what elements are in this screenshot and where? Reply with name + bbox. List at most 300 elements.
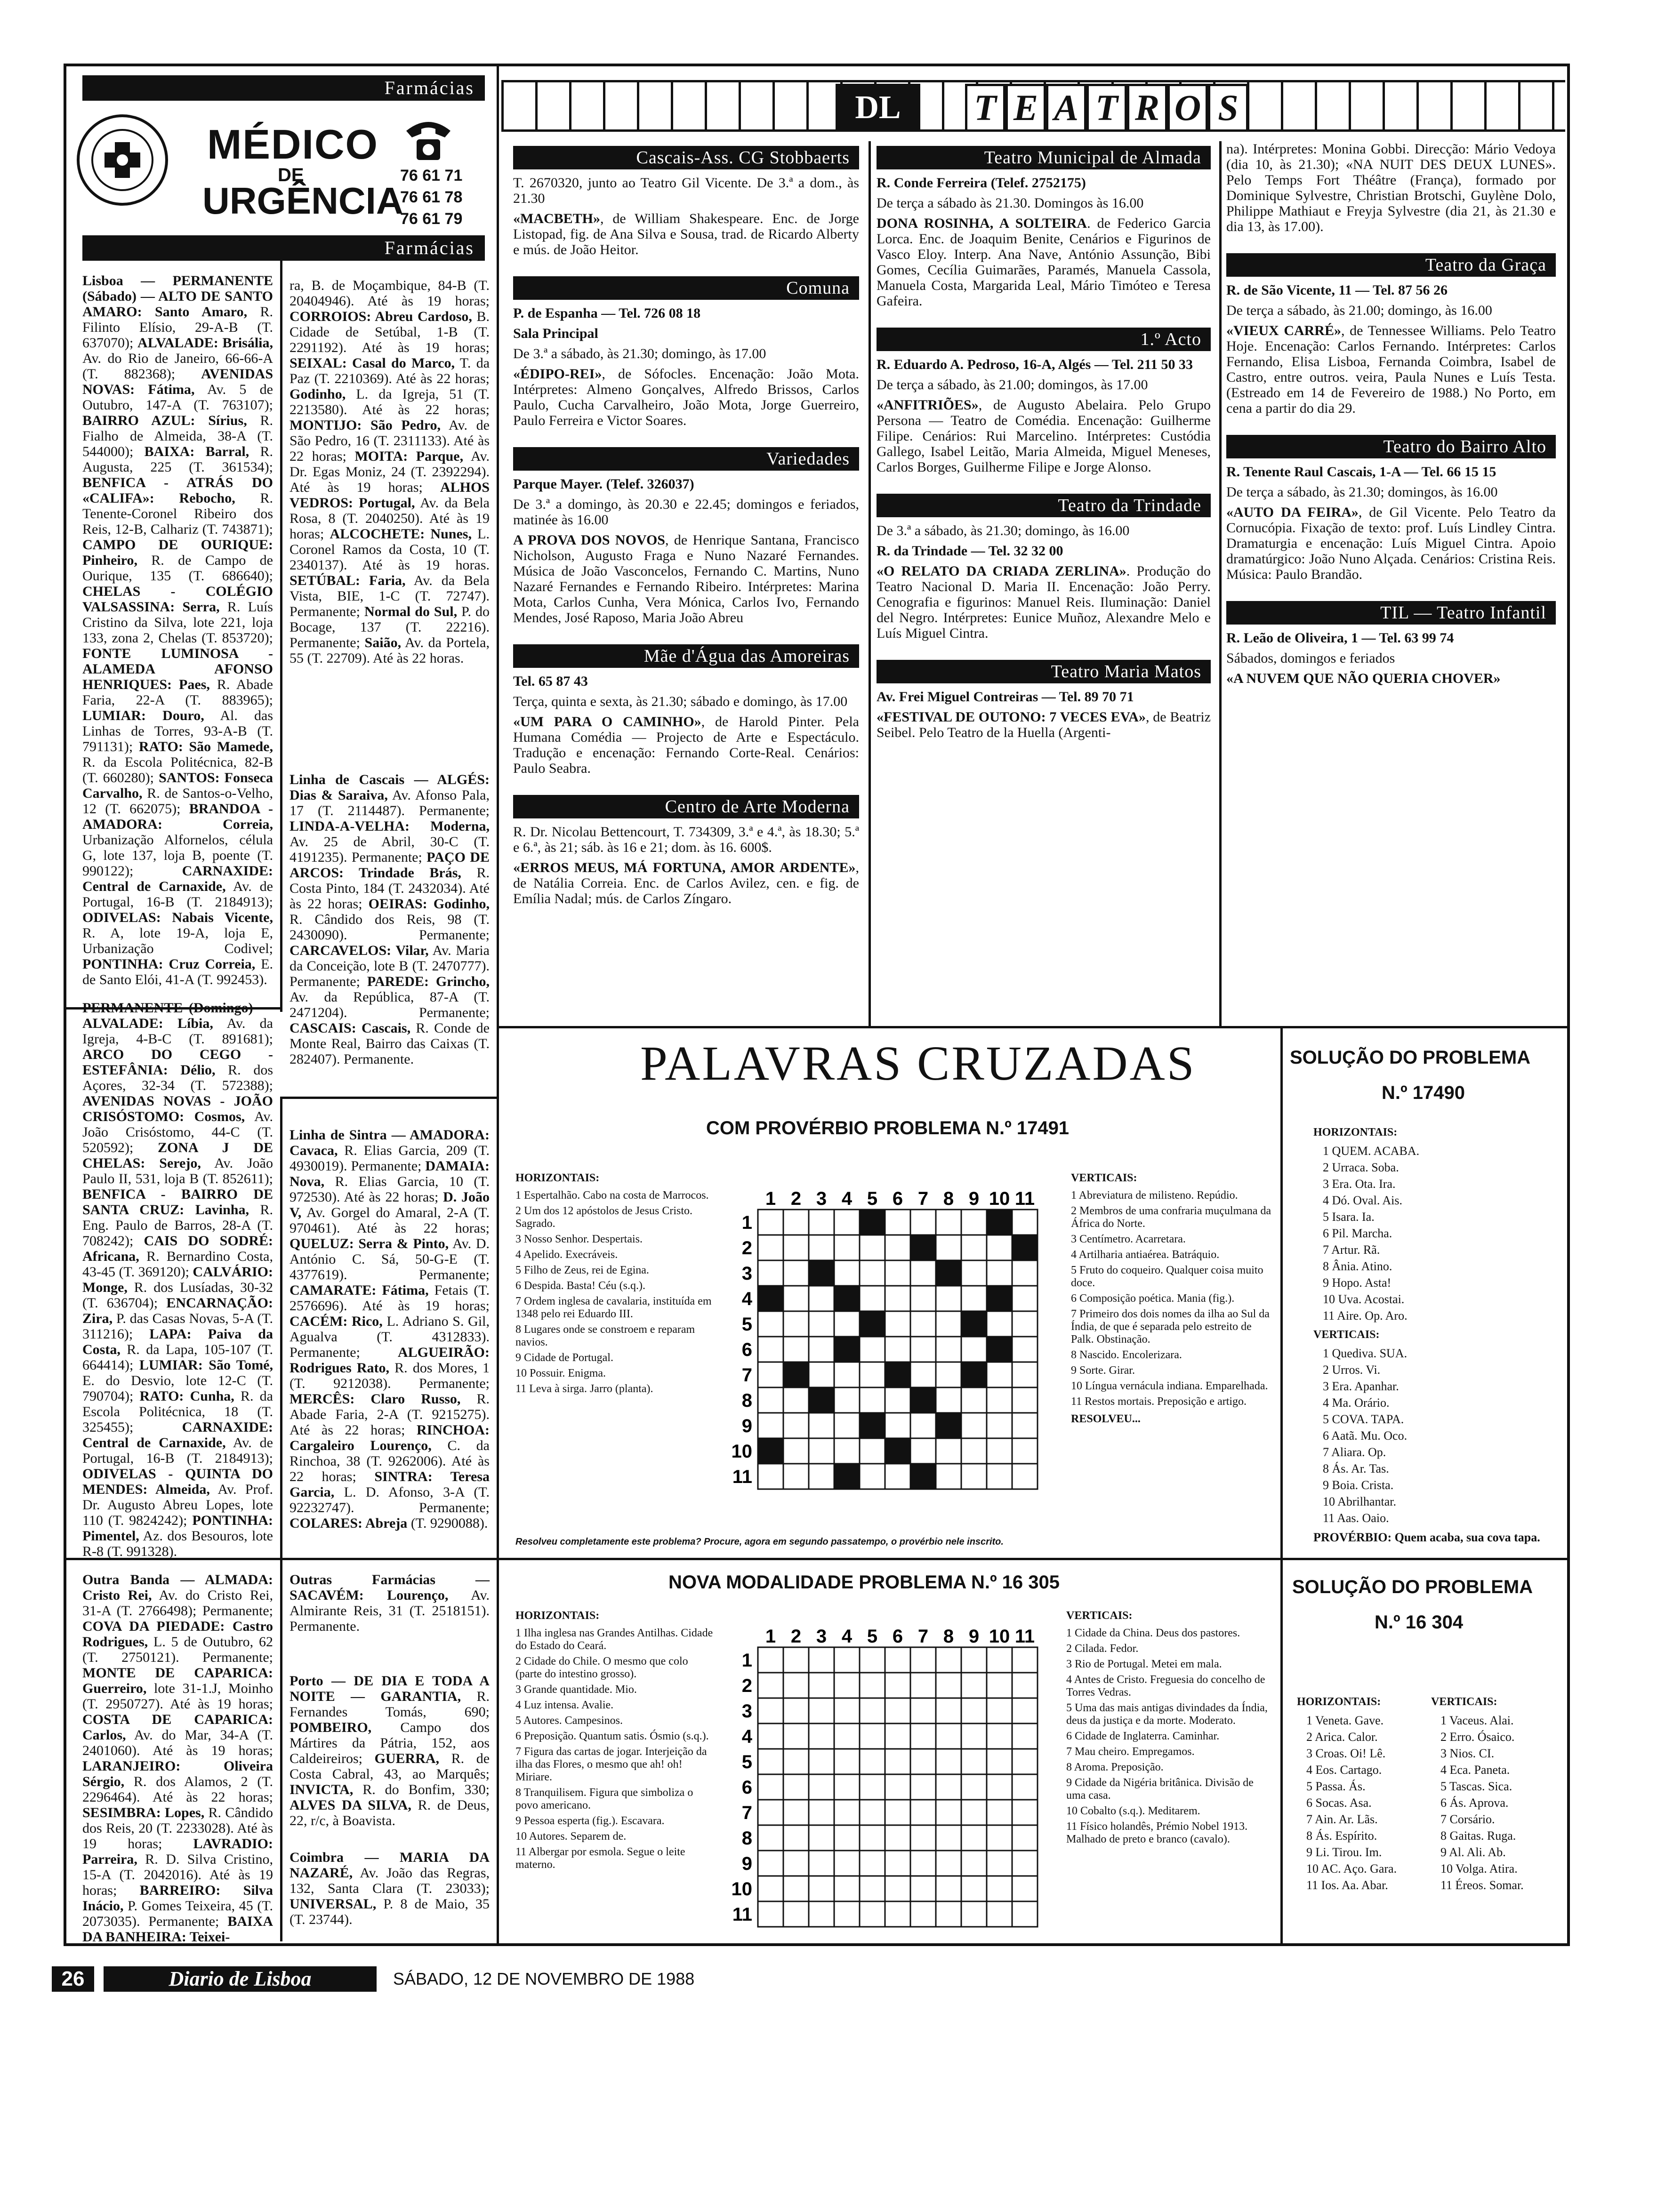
theater-info: na). Intérpretes: Monina Gobbi. Direcção: Mário Vedoya (dia 10, às 21.30); «NA NUIT DES DEUX LUNES». Pelo Temps Fort Théâtre (França), formado por Dominique Sylvestre, Christian Brotschi, Guylène Dolo, Philippe Mathiaut e Freyja Sylvestre (dia 21, às 21.30 e dia 13, às 17.00). <box>1226 141 1556 234</box>
grid-cell[interactable] <box>783 1800 809 1825</box>
grid-cell[interactable] <box>809 1311 834 1337</box>
grid-cell[interactable] <box>910 1673 936 1698</box>
title-letter: S <box>1208 84 1248 132</box>
grid-cell[interactable] <box>809 1749 834 1774</box>
grid-cell[interactable] <box>936 1647 961 1673</box>
grid-cell[interactable] <box>936 1825 961 1851</box>
grid-cell[interactable] <box>961 1876 987 1901</box>
clue-horizontal: 5 Filho de Zeus, rei de Egina. <box>515 1264 649 1276</box>
grid-cell[interactable] <box>885 1901 910 1927</box>
grid-cell[interactable] <box>885 1647 910 1673</box>
grid-cell[interactable] <box>783 1387 809 1413</box>
theater-entry <box>513 276 859 428</box>
grid-cell[interactable] <box>885 1698 910 1723</box>
grid-cell[interactable] <box>987 1235 1012 1260</box>
solution-entry: 3 Era. Apanhar. <box>1323 1379 1399 1393</box>
grid-cell[interactable] <box>809 1286 834 1311</box>
grid-cell[interactable] <box>758 1337 783 1362</box>
grid-cell[interactable] <box>1012 1362 1038 1387</box>
grid-cell[interactable] <box>961 1464 987 1489</box>
grid-cell[interactable] <box>809 1413 834 1438</box>
grid-cell[interactable] <box>987 1438 1012 1464</box>
grid-cell[interactable] <box>860 1337 885 1362</box>
grid-cell[interactable] <box>885 1286 910 1311</box>
grid-cell[interactable] <box>1012 1387 1038 1413</box>
grid-cell[interactable] <box>1012 1337 1038 1362</box>
grid-cell[interactable] <box>987 1749 1012 1774</box>
theater-name-tag: Teatro da Trindade <box>877 494 1211 517</box>
grid-cell[interactable] <box>860 1387 885 1413</box>
clue-vertical: 4 Artilharia antiaérea. Batráquio. <box>1071 1249 1220 1261</box>
grid-cell[interactable] <box>987 1673 1012 1698</box>
grid-cell[interactable] <box>936 1673 961 1698</box>
grid-cell[interactable] <box>987 1698 1012 1723</box>
grid-cell[interactable] <box>860 1800 885 1825</box>
horizontais-heading: HORIZONTAIS: <box>515 1610 600 1622</box>
grid-cell[interactable] <box>1012 1647 1038 1673</box>
grid-cell[interactable] <box>910 1413 936 1438</box>
grid-cell[interactable] <box>936 1901 961 1927</box>
grid-cell[interactable] <box>1012 1698 1038 1723</box>
solution-entry: 8 Gaitas. Ruga. <box>1440 1829 1516 1843</box>
clue-horizontal: 1 Ilha inglesa nas Grandes Antilhas. Cidade do Estado do Ceará. <box>515 1627 713 1652</box>
grid-cell[interactable] <box>809 1876 834 1901</box>
clue-vertical: 6 Cidade de Inglaterra. Caminhar. <box>1066 1730 1220 1742</box>
grid-cell[interactable] <box>809 1901 834 1927</box>
solution-entry: 4 Dó. Oval. Ais. <box>1323 1194 1402 1207</box>
grid-cell[interactable] <box>885 1387 910 1413</box>
grid-cell[interactable] <box>783 1438 809 1464</box>
clue-horizontal: 5 Autores. Campesinos. <box>515 1715 623 1727</box>
grid-cell[interactable] <box>910 1749 936 1774</box>
grid-cell[interactable] <box>1012 1749 1038 1774</box>
pharmacy-listing: ra, B. de Moçambique, 84-B (T. 20404946). Até às 19 horas; CORROIOS: Abreu Cardoso, B. Cidade de Setúbal, 1-B (T. 2291192). Até às 19 horas; SEIXAL: Casal do Marco, T. da Paz (T. 2210369). Até às 22 horas; Godinho, L. da Igreja, 51 (T. 2213580). Até às 22 horas; MONTIJO: São Pedro, Av. de São Pedro, 16 (T. 2311133). Até às 22 horas; MOITA: Parque, Av. Dr. Egas Moniz, 24 (T. 2392294). Até às 19 horas; ALHOS VEDROS: Portugal, Av. da Bela Rosa, 8 (T. 2040250). Até às 19 horas; ALCOCHETE: Nunes, L. Coronel Ramos da Costa, 10 (T. 2340137). Até às 19 horas. SETÚBAL: Faria, Av. da Bela Vista, BIE, 1-C (T. 72747). Permanente; Normal do Sul, P. do Bocage, 137 (T. 22216). Permanente; Saião, Av. da Portela, 55 (T. 22709). Até às 22 horas. <box>290 278 490 666</box>
grid-cell[interactable] <box>987 1774 1012 1800</box>
grid-cell[interactable] <box>1012 1286 1038 1311</box>
grid-cell[interactable] <box>987 1387 1012 1413</box>
clue-horizontal: 4 Apelido. Execráveis. <box>515 1249 618 1261</box>
grid-cell[interactable] <box>910 1337 936 1362</box>
grid-cell[interactable] <box>961 1647 987 1673</box>
grid-cell[interactable] <box>987 1901 1012 1927</box>
grid-cell[interactable] <box>910 1698 936 1723</box>
grid-cell[interactable] <box>936 1464 961 1489</box>
grid-cell[interactable] <box>987 1464 1012 1489</box>
grid-cell[interactable] <box>783 1825 809 1851</box>
grid-cell[interactable] <box>961 1286 987 1311</box>
grid-cell[interactable] <box>987 1362 1012 1387</box>
solution-entry: 7 Aliara. Op. <box>1323 1445 1386 1459</box>
clue-horizontal: 7 Ordem inglesa de cavalaria, instituída em 1348 pelo rei Eduardo III. <box>515 1295 712 1320</box>
grid-cell[interactable] <box>834 1800 860 1825</box>
grid-cell[interactable] <box>758 1825 783 1851</box>
grid-cell[interactable] <box>758 1311 783 1337</box>
theater-name-tag: TIL — Teatro Infantil <box>1226 601 1556 625</box>
clue-horizontal: 10 Possuir. Enigma. <box>515 1367 606 1379</box>
grid-cell[interactable] <box>758 1851 783 1876</box>
grid-cell[interactable] <box>758 1698 783 1723</box>
dl-logo: DL <box>836 84 920 132</box>
grid-cell[interactable] <box>809 1362 834 1387</box>
grid-cell[interactable] <box>834 1210 860 1235</box>
theater-info: De terça a sábado, às 21.30; domingos, às 16.00 <box>1226 484 1498 500</box>
theater-info: DONA ROSINHA, A SOLTEIRA. de Federico Garcia Lorca. Enc. de Joaquim Benite, Cenários e Figurinos de Vasco Eloy. Interp. Ana Nave, António Assunção, Bibi Gomes, Cecília Guimarães, Paramés, Manuela Cassola, Manuela Costa, Margarida Leal, Mário Timóteo e Teresa Gafeira. <box>877 216 1211 309</box>
column-divider <box>280 249 282 1012</box>
grid-cell[interactable] <box>809 1774 834 1800</box>
grid-cell[interactable] <box>860 1876 885 1901</box>
grid-cell[interactable] <box>961 1800 987 1825</box>
grid-cell[interactable] <box>860 1647 885 1673</box>
grid-cell[interactable] <box>809 1210 834 1235</box>
grid-cell[interactable] <box>758 1774 783 1800</box>
grid-cell[interactable] <box>809 1723 834 1749</box>
grid-cell[interactable] <box>936 1337 961 1362</box>
grid-cell[interactable] <box>1012 1800 1038 1825</box>
theater-name-tag: Variedades <box>513 447 859 471</box>
grid-cell[interactable] <box>1012 1311 1038 1337</box>
grid-row-number: 9 <box>741 1416 752 1436</box>
theater-name-tag: Teatro do Bairro Alto <box>1226 435 1556 458</box>
grid-cell[interactable] <box>758 1413 783 1438</box>
solution-entry: 11 Aas. Oaio. <box>1323 1511 1389 1525</box>
grid-cell[interactable] <box>885 1337 910 1362</box>
phone-number: 76 61 79 <box>400 210 463 228</box>
column-divider <box>869 141 871 1026</box>
grid-cell[interactable] <box>910 1774 936 1800</box>
crossword1-grid[interactable] <box>725 1186 1054 1497</box>
grid-cell[interactable] <box>758 1901 783 1927</box>
grid-cell[interactable] <box>809 1235 834 1260</box>
grid-cell[interactable] <box>783 1464 809 1489</box>
grid-cell[interactable] <box>783 1286 809 1311</box>
grid-cell[interactable] <box>910 1210 936 1235</box>
grid-cell[interactable] <box>860 1673 885 1698</box>
grid-cell[interactable] <box>1012 1673 1038 1698</box>
grid-cell[interactable] <box>987 1260 1012 1286</box>
grid-cell[interactable] <box>910 1723 936 1749</box>
grid-cell[interactable] <box>885 1749 910 1774</box>
grid-cell[interactable] <box>885 1825 910 1851</box>
grid-cell[interactable] <box>885 1413 910 1438</box>
grid-row-number: 7 <box>741 1803 752 1823</box>
grid-cell[interactable] <box>987 1851 1012 1876</box>
grid-cell[interactable] <box>961 1749 987 1774</box>
grid-cell[interactable] <box>910 1260 936 1286</box>
grid-cell[interactable] <box>860 1901 885 1927</box>
grid-cell[interactable] <box>936 1723 961 1749</box>
grid-cell[interactable] <box>885 1235 910 1260</box>
grid-cell[interactable] <box>834 1723 860 1749</box>
grid-cell[interactable] <box>834 1851 860 1876</box>
grid-cell[interactable] <box>758 1647 783 1673</box>
grid-cell[interactable] <box>961 1235 987 1260</box>
grid-cell[interactable] <box>834 1876 860 1901</box>
grid-col-number: 2 <box>790 1626 802 1647</box>
clue-horizontal: 7 Figura das cartas de jogar. Interjeição da ilha das Flores, o mesmo que ah! oh! Miriare. <box>515 1746 707 1783</box>
grid-cell[interactable] <box>1012 1438 1038 1464</box>
grid-row-number: 10 <box>731 1441 752 1462</box>
grid-black-square <box>987 1337 1012 1362</box>
grid-cell[interactable] <box>961 1901 987 1927</box>
solution2-horizontais-heading: HORIZONTAIS: <box>1297 1696 1381 1708</box>
clue-vertical: 2 Membros de uma confraria muçulmana da África do Norte. <box>1071 1205 1271 1230</box>
clue-vertical: 11 Físico holandês, Prémio Nobel 1913. Malhado de preto e branco (cavalo). <box>1066 1820 1248 1845</box>
grid-cell[interactable] <box>758 1723 783 1749</box>
grid-cell[interactable] <box>885 1876 910 1901</box>
grid-cell[interactable] <box>936 1698 961 1723</box>
grid-cell[interactable] <box>783 1337 809 1362</box>
grid-cell[interactable] <box>834 1362 860 1387</box>
grid-cell[interactable] <box>834 1235 860 1260</box>
grid-cell[interactable] <box>834 1438 860 1464</box>
grid-cell[interactable] <box>783 1235 809 1260</box>
grid-cell[interactable] <box>987 1825 1012 1851</box>
grid-cell[interactable] <box>936 1851 961 1876</box>
grid-cell[interactable] <box>860 1851 885 1876</box>
grid-cell[interactable] <box>961 1673 987 1698</box>
grid-cell[interactable] <box>860 1723 885 1749</box>
grid-cell[interactable] <box>910 1901 936 1927</box>
grid-cell[interactable] <box>809 1851 834 1876</box>
grid-cell[interactable] <box>961 1260 987 1286</box>
grid-black-square <box>834 1337 860 1362</box>
grid-black-square <box>987 1286 1012 1311</box>
theater-info: R. Conde Ferreira (Telef. 2752175) <box>877 175 1086 191</box>
solution-entry: 1 QUEM. ACABA. <box>1323 1144 1420 1158</box>
grid-cell[interactable] <box>783 1673 809 1698</box>
grid-cell[interactable] <box>885 1800 910 1825</box>
grid-col-number: 1 <box>765 1188 776 1209</box>
clue-vertical: 5 Uma das mais antigas divindades da Índia, deus da justiça e da morte. Moderato. <box>1066 1702 1268 1727</box>
grid-cell[interactable] <box>961 1387 987 1413</box>
grid-row-number: 8 <box>741 1390 752 1411</box>
grid-cell[interactable] <box>1012 1876 1038 1901</box>
grid-cell[interactable] <box>987 1800 1012 1825</box>
grid-cell[interactable] <box>910 1286 936 1311</box>
grid-cell[interactable] <box>1012 1825 1038 1851</box>
grid-cell[interactable] <box>809 1337 834 1362</box>
grid-cell[interactable] <box>1012 1723 1038 1749</box>
grid-cell[interactable] <box>936 1210 961 1235</box>
verticais-heading: VERTICAIS: <box>1071 1172 1137 1184</box>
grid-cell[interactable] <box>758 1876 783 1901</box>
grid-cell[interactable] <box>860 1464 885 1489</box>
grid-cell[interactable] <box>936 1876 961 1901</box>
grid-cell[interactable] <box>834 1647 860 1673</box>
solution-entry: 2 Urraca. Soba. <box>1323 1161 1399 1174</box>
grid-cell[interactable] <box>783 1876 809 1901</box>
grid-cell[interactable] <box>987 1311 1012 1337</box>
grid-cell[interactable] <box>910 1362 936 1387</box>
grid-cell[interactable] <box>910 1311 936 1337</box>
grid-cell[interactable] <box>961 1337 987 1362</box>
grid-cell[interactable] <box>860 1260 885 1286</box>
grid-cell[interactable] <box>961 1210 987 1235</box>
grid-cell[interactable] <box>758 1362 783 1387</box>
grid-cell[interactable] <box>783 1210 809 1235</box>
theater-info: «ANFITRIÕES», de Augusto Abelaira. Pelo Grupo Persona — Teatro de Comédia. Encenação: Guilherme Filipe. Cenários: Rui Marcelino. Intérpretes: Custódia Gallego, Isabel Leitão, Maria Almeida, Miguel Meneses, Carlos Borges, Guilherme Filipe e Jorge Alonso. <box>877 397 1211 475</box>
grid-cell[interactable] <box>961 1774 987 1800</box>
grid-black-square <box>809 1387 834 1413</box>
grid-cell[interactable] <box>936 1387 961 1413</box>
grid-cell[interactable] <box>783 1723 809 1749</box>
grid-row-number: 11 <box>732 1904 752 1925</box>
theater-info: Tel. 65 87 43 <box>513 673 588 689</box>
grid-cell[interactable] <box>834 1673 860 1698</box>
grid-cell[interactable] <box>885 1260 910 1286</box>
grid-cell[interactable] <box>936 1438 961 1464</box>
grid-cell[interactable] <box>860 1362 885 1387</box>
grid-cell[interactable] <box>834 1260 860 1286</box>
grid-cell[interactable] <box>961 1698 987 1723</box>
grid-cell[interactable] <box>783 1901 809 1927</box>
theater-info: R. Dr. Nicolau Bettencourt, T. 734309, 3.ª e 4.ª, às 18.30; 5.ª e 6.ª, às 21; sáb. às 16 e 21; dom. às 16. 600$. <box>513 824 859 855</box>
grid-row-number: 4 <box>741 1726 752 1747</box>
resolveu-label: RESOLVEU... <box>1071 1413 1141 1425</box>
grid-row-number: 3 <box>741 1701 752 1722</box>
grid-cell[interactable] <box>885 1210 910 1235</box>
grid-cell[interactable] <box>1012 1413 1038 1438</box>
grid-cell[interactable] <box>758 1387 783 1413</box>
theater-name-tag: Teatro Maria Matos <box>877 660 1211 683</box>
grid-cell[interactable] <box>783 1413 809 1438</box>
grid-cell[interactable] <box>910 1825 936 1851</box>
theater-info: «ERROS MEUS, MÁ FORTUNA, AMOR ARDENTE», de Natália Correia. Enc. de Carlos Avilez, cen. e fig. de Emília Nadal; mús. de Carlos Zíngaro. <box>513 860 859 906</box>
grid-cell[interactable] <box>961 1851 987 1876</box>
grid-cell[interactable] <box>885 1851 910 1876</box>
grid-cell[interactable] <box>860 1286 885 1311</box>
grid-cell[interactable] <box>961 1438 987 1464</box>
crossword1-horizontais <box>515 1172 713 1398</box>
grid-cell[interactable] <box>809 1438 834 1464</box>
title-letter: T <box>1086 84 1127 132</box>
grid-cell[interactable] <box>783 1749 809 1774</box>
grid-black-square <box>961 1311 987 1337</box>
grid-cell[interactable] <box>834 1311 860 1337</box>
grid-cell[interactable] <box>961 1413 987 1438</box>
grid-cell[interactable] <box>860 1749 885 1774</box>
grid-cell[interactable] <box>758 1673 783 1698</box>
grid-cell[interactable] <box>885 1774 910 1800</box>
grid-cell[interactable] <box>885 1723 910 1749</box>
grid-cell[interactable] <box>809 1464 834 1489</box>
grid-cell[interactable] <box>758 1464 783 1489</box>
grid-cell[interactable] <box>987 1876 1012 1901</box>
theater-info: De 3.ª a sábado, às 21.30; domingo, às 16.00 <box>877 523 1130 538</box>
grid-cell[interactable] <box>1012 1851 1038 1876</box>
title-letter: O <box>1167 84 1208 132</box>
solution-entry: 2 Urros. Vi. <box>1323 1363 1381 1377</box>
grid-cell[interactable] <box>987 1723 1012 1749</box>
grid-cell[interactable] <box>961 1723 987 1749</box>
grid-cell[interactable] <box>783 1647 809 1673</box>
grid-cell[interactable] <box>860 1698 885 1723</box>
clue-horizontal: 9 Cidade de Portugal. <box>515 1352 613 1364</box>
solution-entry: 11 Éreos. Somar. <box>1440 1878 1524 1892</box>
grid-cell[interactable] <box>936 1774 961 1800</box>
grid-cell[interactable] <box>987 1413 1012 1438</box>
theater-entry <box>877 146 1211 309</box>
grid-cell[interactable] <box>783 1774 809 1800</box>
grid-cell[interactable] <box>783 1260 809 1286</box>
grid-cell[interactable] <box>758 1235 783 1260</box>
grid-cell[interactable] <box>834 1749 860 1774</box>
crossword2-verticais <box>1066 1610 1273 1849</box>
solution-entry: 10 Abrilhantar. <box>1323 1495 1396 1508</box>
grid-cell[interactable] <box>936 1286 961 1311</box>
clue-vertical: 9 Cidade da Nigéria britânica. Divisão de uma casa. <box>1066 1777 1254 1802</box>
grid-cell[interactable] <box>860 1438 885 1464</box>
grid-cell[interactable] <box>987 1647 1012 1673</box>
grid-cell[interactable] <box>936 1362 961 1387</box>
grid-cell[interactable] <box>758 1749 783 1774</box>
grid-cell[interactable] <box>961 1825 987 1851</box>
grid-cell[interactable] <box>910 1438 936 1464</box>
grid-cell[interactable] <box>834 1698 860 1723</box>
solution1-number: N.º 17490 <box>1382 1082 1465 1103</box>
grid-cell[interactable] <box>834 1774 860 1800</box>
grid-cell[interactable] <box>783 1851 809 1876</box>
grid-cell[interactable] <box>885 1673 910 1698</box>
grid-cell[interactable] <box>885 1311 910 1337</box>
grid-cell[interactable] <box>834 1387 860 1413</box>
clue-horizontal: 1 Espertalhão. Cabo na costa de Marrocos. <box>515 1189 709 1202</box>
grid-cell[interactable] <box>910 1647 936 1673</box>
grid-col-number: 4 <box>841 1626 853 1647</box>
grid-cell[interactable] <box>809 1800 834 1825</box>
grid-cell[interactable] <box>910 1851 936 1876</box>
grid-cell[interactable] <box>783 1311 809 1337</box>
grid-cell[interactable] <box>885 1464 910 1489</box>
grid-cell[interactable] <box>758 1800 783 1825</box>
grid-cell[interactable] <box>834 1825 860 1851</box>
grid-cell[interactable] <box>809 1647 834 1673</box>
theater-entry <box>513 795 859 906</box>
theater-info: «MACBETH», de William Shakespeare. Enc. de Jorge Listopad, fig. de Ana Silva e Sousa, trad. de Ricardo Alberty e mús. de João Heitor. <box>513 211 859 257</box>
grid-cell[interactable] <box>910 1800 936 1825</box>
solution-entry: 1 Vaceus. Alai. <box>1440 1714 1514 1727</box>
grid-cell[interactable] <box>910 1876 936 1901</box>
grid-cell[interactable] <box>1012 1464 1038 1489</box>
grid-cell[interactable] <box>809 1698 834 1723</box>
grid-cell[interactable] <box>834 1901 860 1927</box>
grid-cell[interactable] <box>834 1413 860 1438</box>
crossword2-grid[interactable] <box>725 1624 1054 1934</box>
grid-cell[interactable] <box>1012 1210 1038 1235</box>
grid-cell[interactable] <box>809 1673 834 1698</box>
theater-entry <box>1226 141 1556 234</box>
grid-cell[interactable] <box>936 1749 961 1774</box>
grid-cell[interactable] <box>936 1311 961 1337</box>
grid-cell[interactable] <box>758 1210 783 1235</box>
grid-col-number: 4 <box>841 1188 853 1209</box>
grid-cell[interactable] <box>860 1825 885 1851</box>
grid-cell[interactable] <box>860 1774 885 1800</box>
grid-cell[interactable] <box>758 1260 783 1286</box>
grid-cell[interactable] <box>936 1235 961 1260</box>
grid-cell[interactable] <box>809 1825 834 1851</box>
pharmacy-listing: Porto — DE DIA E TODA A NOITE — GARANTIA, R. Fernandes Tomás, 690; POMBEIRO, Campo dos Mártires da Pátria, 152, aos Caldeireiros; GUERRA, R. de Costa Cabral, 43, ao Marquês; INVICTA, R. do Bonfim, 330; ALVES DA SILVA, R. de Deus, 22, r/c, à Boavista. <box>290 1673 490 1828</box>
theater-info: A PROVA DOS NOVOS, de Henrique Santana, Francisco Nicholson, Augusto Fraga e Nuno Nazaré Fernandes. Música de João Vasconcelos, Fernando C. Martins, Nuno Nazaré Fernandes e Fernando Ribeiro. Intérpretes: Marina Mota, Carlos Cunha, Vera Mónica, Carlos Ivo, Fernando Mendes, José Raposo, Maria João Abreu <box>513 532 859 625</box>
grid-cell[interactable] <box>783 1698 809 1723</box>
grid-cell[interactable] <box>1012 1901 1038 1927</box>
grid-cell[interactable] <box>1012 1260 1038 1286</box>
theater-entry <box>513 447 859 625</box>
grid-cell[interactable] <box>936 1800 961 1825</box>
grid-cell[interactable] <box>860 1235 885 1260</box>
theater-info: Av. Frei Miguel Contreiras — Tel. 89 70 71 <box>877 689 1134 705</box>
grid-cell[interactable] <box>1012 1774 1038 1800</box>
